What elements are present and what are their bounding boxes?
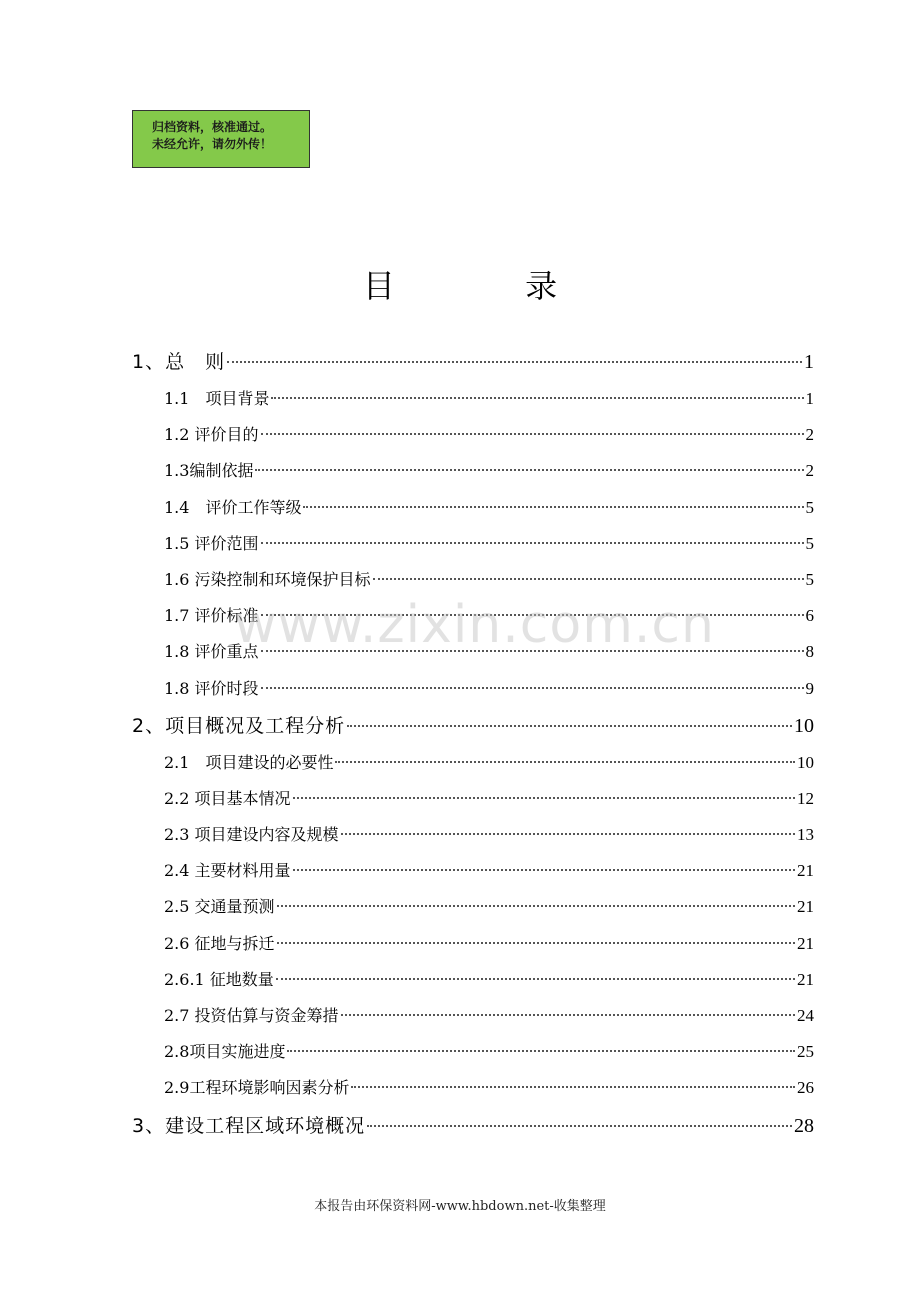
- toc-entry-label: 2.9工程环境影响因素分析: [164, 1078, 350, 1098]
- toc-page-number: 6: [805, 606, 814, 626]
- toc-section-entry[interactable]: [132, 490, 814, 526]
- toc-section-entry[interactable]: [132, 853, 814, 889]
- toc-section-entry[interactable]: [132, 745, 814, 781]
- toc-entry-label: 2.8项目实施进度: [164, 1042, 286, 1062]
- toc-entry-label: 2.7 投资估算与资金筹措: [164, 1006, 339, 1025]
- toc-section-entry[interactable]: [132, 526, 814, 562]
- toc-dot-leader: [335, 761, 795, 763]
- toc-section-entry[interactable]: [132, 781, 814, 817]
- toc-page-number: 5: [805, 497, 814, 517]
- toc-entry-label: 3、建设工程区域环境概况: [132, 1114, 366, 1137]
- toc-entry-label: 1.6 污染控制和环境保护目标: [164, 569, 371, 589]
- toc-dot-leader: [255, 469, 803, 471]
- table-of-contents: [132, 343, 814, 1145]
- toc-page-number: 25: [797, 1042, 814, 1062]
- toc-page-number: 2: [805, 461, 814, 481]
- toc-entry-label: 1.2 评价目的: [164, 425, 259, 445]
- toc-dot-leader: [277, 905, 795, 907]
- toc-page-number: 5: [805, 569, 814, 589]
- toc-section-entry[interactable]: [132, 889, 814, 925]
- toc-section-entry[interactable]: [132, 598, 814, 634]
- toc-dot-leader: [271, 397, 803, 399]
- toc-section-entry[interactable]: [132, 453, 814, 489]
- toc-entry-label: 2.3 项目建设内容及规模: [164, 825, 339, 845]
- toc-page-number: 28: [794, 1114, 814, 1137]
- toc-page-number: 21: [797, 969, 814, 989]
- toc-page-number: 21: [797, 861, 814, 881]
- toc-entry-label: 1.8 评价时段: [164, 678, 259, 698]
- toc-page-number: 26: [797, 1078, 814, 1098]
- toc-dot-leader: [261, 687, 804, 689]
- toc-page-number: 12: [797, 788, 814, 808]
- toc-dot-leader: [277, 942, 795, 944]
- toc-dot-leader: [261, 433, 804, 435]
- toc-entry-label: 1、总 则: [132, 351, 226, 373]
- toc-dot-leader: [373, 578, 804, 580]
- toc-dot-leader: [341, 1014, 795, 1016]
- toc-dot-leader: [351, 1086, 795, 1088]
- toc-entry-label: 1.4 评价工作等级: [164, 497, 302, 517]
- watermark: www.zixin.com.cn: [234, 595, 715, 655]
- toc-entry-label: 1.8 评价重点: [164, 642, 259, 662]
- toc-entry-label: 1.7 评价标准: [164, 606, 259, 626]
- toc-entry-label: 2.1 项目建设的必要性: [164, 752, 334, 772]
- toc-dot-leader: [347, 725, 792, 727]
- toc-page-number: 13: [797, 825, 814, 845]
- toc-section-entry[interactable]: [132, 1070, 814, 1106]
- toc-dot-leader: [287, 1050, 795, 1052]
- toc-page-number: 9: [805, 678, 814, 698]
- toc-page-number: 2: [805, 425, 814, 445]
- toc-page-number: 21: [797, 897, 814, 917]
- toc-entry-label: 1.1 项目背景: [164, 389, 270, 408]
- stamp-line-2: 未经允许，请勿外传！: [152, 137, 273, 151]
- toc-entry-label: 2、项目概况及工程分析: [132, 714, 346, 737]
- toc-page-number: 1: [805, 389, 814, 408]
- toc-entry-label: 1.5 评价范围: [164, 533, 259, 553]
- toc-section-entry[interactable]: [132, 381, 814, 417]
- toc-section-entry[interactable]: [132, 417, 814, 453]
- toc-section-entry[interactable]: [132, 634, 814, 670]
- toc-page-number: 21: [797, 933, 814, 953]
- page-footer: 本报告由环保资料网-www.hbdown.net-收集整理: [314, 1199, 606, 1214]
- toc-dot-leader: [341, 833, 795, 835]
- toc-section-entry[interactable]: [132, 998, 814, 1034]
- toc-chapter-entry[interactable]: [132, 707, 814, 745]
- toc-section-entry[interactable]: [132, 671, 814, 707]
- toc-page-number: 8: [805, 642, 814, 662]
- page-title: 目 录: [362, 267, 618, 305]
- toc-page-number: 1: [804, 351, 814, 373]
- toc-section-entry[interactable]: [132, 562, 814, 598]
- toc-chapter-entry[interactable]: [132, 1107, 814, 1145]
- toc-entry-label: 2.6 征地与拆迁: [164, 933, 275, 953]
- toc-chapter-entry[interactable]: [132, 343, 814, 381]
- toc-page-number: 5: [805, 533, 814, 553]
- toc-entry-label: 2.6.1 征地数量: [164, 969, 274, 989]
- toc-section-entry[interactable]: [132, 817, 814, 853]
- stamp-line-1: 归档资料，核准通过。: [152, 120, 273, 134]
- toc-dot-leader: [367, 1125, 792, 1127]
- toc-page-number: 24: [797, 1006, 814, 1025]
- toc-dot-leader: [293, 797, 795, 799]
- toc-entry-label: 2.2 项目基本情况: [164, 788, 291, 808]
- toc-entry-label: 2.5 交通量预测: [164, 897, 275, 917]
- toc-dot-leader: [261, 650, 804, 652]
- toc-dot-leader: [261, 542, 804, 544]
- toc-dot-leader: [227, 361, 802, 363]
- toc-section-entry[interactable]: [132, 1034, 814, 1070]
- toc-dot-leader: [276, 978, 795, 980]
- toc-entry-label: 1.3编制依据: [164, 461, 254, 481]
- toc-page-number: 10: [794, 714, 814, 737]
- toc-entry-label: 2.4 主要材料用量: [164, 861, 291, 881]
- toc-section-entry[interactable]: [132, 926, 814, 962]
- toc-page-number: 10: [797, 752, 814, 772]
- archive-stamp: [132, 110, 310, 168]
- toc-dot-leader: [261, 614, 804, 616]
- toc-dot-leader: [293, 869, 795, 871]
- toc-dot-leader: [303, 506, 803, 508]
- toc-section-entry[interactable]: [132, 962, 814, 998]
